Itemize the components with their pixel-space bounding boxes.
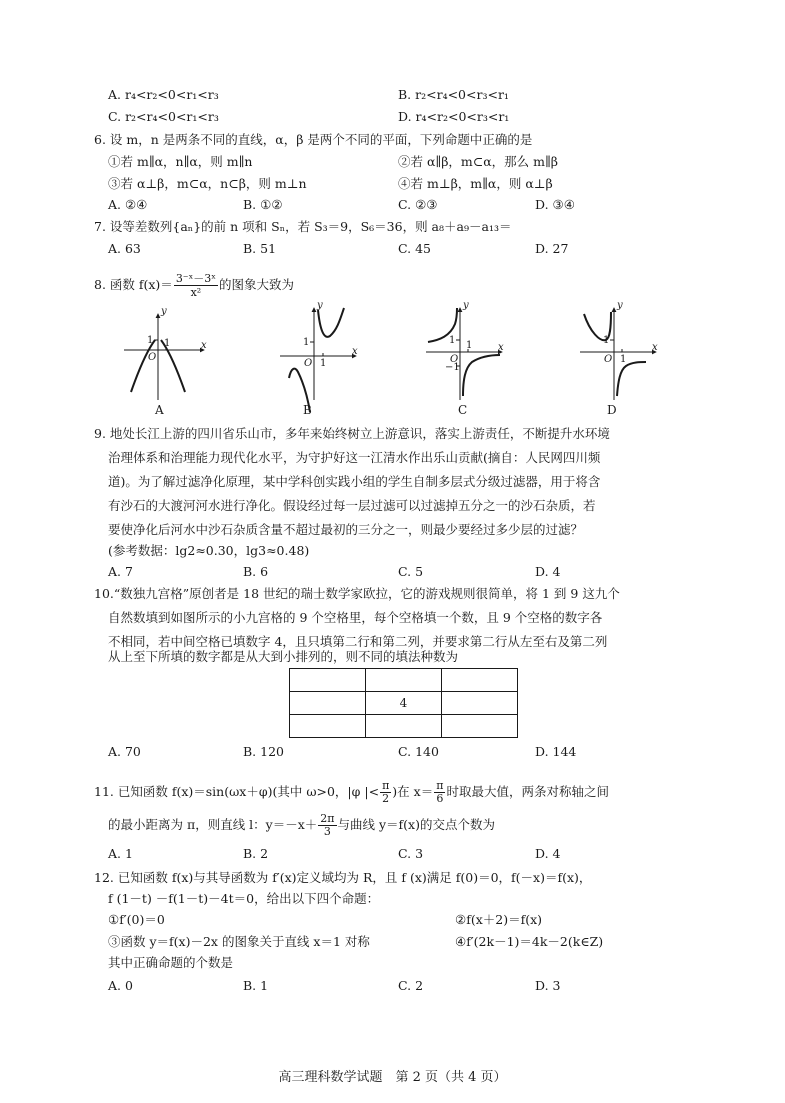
q11-2pi: 2π bbox=[320, 812, 335, 825]
q12-prop-4: ④f′(2k－1)＝4k－2(k∈Z) bbox=[455, 934, 604, 949]
q8-a-1x: 1 bbox=[164, 338, 171, 349]
q8-b-o: O bbox=[304, 358, 313, 369]
q11-text-a: 11. 已知函数 f(x)＝sin(ωx＋φ)(其中 ω>0，|φ |< bbox=[94, 784, 380, 799]
q11-text-b: )在 x＝ bbox=[392, 784, 434, 799]
q11-six: 6 bbox=[436, 792, 444, 805]
q8-d-x: x bbox=[652, 342, 658, 353]
grid-cell bbox=[290, 692, 366, 715]
q10-option-a: A. 70 bbox=[108, 744, 141, 759]
q9-option-b: B. 6 bbox=[243, 564, 269, 579]
q8-label-a: A bbox=[155, 403, 164, 417]
q6-option-b: B. ①② bbox=[243, 197, 283, 212]
q12-line-1: 12. 已知函数 f(x)与其导函数为 f′(x)定义域均为 R，且 f (x)满足 f(0)＝0，f(－x)＝f(x)， bbox=[94, 870, 592, 885]
q11-option-b: B. 2 bbox=[243, 846, 269, 861]
q11-option-c: C. 3 bbox=[398, 846, 424, 861]
q10-option-c: C. 140 bbox=[398, 744, 439, 759]
grid-cell bbox=[442, 715, 518, 738]
q11-text-e: 与曲线 y＝f(x)的交点个数为 bbox=[337, 817, 495, 832]
q10-option-d: D. 144 bbox=[535, 744, 577, 759]
q6-stem: 6. 设 m，n 是两条不同的直线，α，β 是两个不同的平面，下列命题中正确的是 bbox=[94, 132, 533, 147]
q8-b-1y: 1 bbox=[303, 337, 310, 348]
q9-option-a: A. 7 bbox=[108, 564, 133, 579]
q11-pi-2: π bbox=[436, 779, 444, 792]
q8-b-x: x bbox=[352, 346, 358, 357]
q8-graph-a bbox=[124, 314, 204, 400]
q10-line-4: 从上至下所填的数字都是从大到小排列的，则不同的填法种数为 bbox=[108, 649, 459, 664]
q6-option-d: D. ③④ bbox=[535, 197, 575, 212]
q8-d-o: O bbox=[604, 354, 613, 365]
q8-d-1y: 1 bbox=[603, 335, 610, 346]
q9-line-4: 有沙石的大渡河河水进行净化。假设经过每一层过滤可以过滤掉五分之一的沙石杂质，若 bbox=[108, 498, 596, 513]
q11-line-2 bbox=[108, 813, 495, 838]
q8-numerator: 3⁻ˣ－3ˣ bbox=[175, 272, 216, 285]
q7-option-d: D. 27 bbox=[535, 241, 569, 256]
q11-option-a: A. 1 bbox=[108, 846, 133, 861]
q6-prop-1: ①若 m∥α，n∥α，则 m∥n bbox=[108, 154, 253, 169]
q8-graph-b bbox=[280, 308, 356, 412]
q8-label-b: B bbox=[303, 403, 312, 417]
q11-frac-2pi-3 bbox=[318, 813, 336, 838]
q5-option-c: C. r₂<r₄<0<r₁<r₃ bbox=[108, 109, 219, 124]
grid-cell bbox=[442, 669, 518, 692]
q12-option-b: B. 1 bbox=[243, 978, 269, 993]
q8-d-y: y bbox=[617, 300, 623, 311]
q12-ask: 其中正确命题的个数是 bbox=[108, 955, 234, 970]
q8-graph-d bbox=[580, 308, 656, 400]
q11-frac-pi-2 bbox=[380, 780, 391, 805]
grid-cell-center: 4 bbox=[366, 692, 442, 715]
page-footer: 高三理科数学试题 第 2 页（共 4 页） bbox=[278, 1070, 507, 1085]
q11-line-1 bbox=[94, 780, 609, 805]
q11-frac-pi-6 bbox=[434, 780, 445, 805]
q8-c-o: O bbox=[450, 354, 459, 365]
q9-line-1: 9. 地处长江上游的四川省乐山市，多年来始终树立上游意识，落实上游责任，不断提升水环境 bbox=[94, 426, 610, 441]
q8-suffix: 的图象大致为 bbox=[218, 277, 294, 292]
q12-prop-2: ②f(x＋2)＝f(x) bbox=[455, 912, 543, 927]
q12-line-2: f (1－t) －f(1－t)－4t＝0，给出以下四个命题： bbox=[108, 891, 380, 906]
q8-c-neg1: −1 bbox=[445, 362, 460, 373]
q12-option-c: C. 2 bbox=[398, 978, 424, 993]
q5-option-d: D. r₄<r₂<0<r₃<r₁ bbox=[398, 109, 510, 124]
grid-cell bbox=[366, 669, 442, 692]
q5-option-b: B. r₂<r₄<0<r₃<r₁ bbox=[398, 87, 509, 102]
q7-option-a: A. 63 bbox=[108, 241, 141, 256]
grid-cell bbox=[290, 715, 366, 738]
q8-a-y: y bbox=[161, 306, 167, 317]
q8-c-1x: 1 bbox=[466, 340, 473, 351]
q8-c-x: x bbox=[498, 342, 504, 353]
q6-option-a: A. ②④ bbox=[108, 197, 148, 212]
q8-graphs bbox=[0, 300, 785, 440]
q5-option-a: A. r₄<r₂<0<r₁<r₃ bbox=[108, 87, 219, 102]
q9-option-c: C. 5 bbox=[398, 564, 424, 579]
q8-stem bbox=[94, 272, 294, 299]
grid-row-2 bbox=[290, 692, 518, 715]
q11-two: 2 bbox=[382, 792, 390, 805]
q9-line-6: (参考数据：lg2≈0.30，lg3≈0.48) bbox=[108, 543, 310, 558]
q12-prop-1: ①f′(0)＝0 bbox=[108, 912, 165, 927]
q8-b-y: y bbox=[317, 300, 323, 311]
q6-option-c: C. ②③ bbox=[398, 197, 438, 212]
q9-line-3: 道)。为了解过滤净化原理，某中学科创实践小组的学生自制多层式分级过滤器，用于将含 bbox=[108, 474, 601, 489]
q12-prop-3: ③函数 y＝f(x)－2x 的图象关于直线 x＝1 对称 bbox=[108, 934, 370, 949]
q10-line-3: 不相同，若中间空格已填数字 4，且只填第二行和第二列，并要求第二行从左至右及第二列 bbox=[108, 634, 608, 649]
q12-option-a: A. 0 bbox=[108, 978, 133, 993]
grid-cell bbox=[442, 692, 518, 715]
q11-three: 3 bbox=[323, 825, 331, 838]
grid-row-1 bbox=[290, 669, 518, 692]
q7-stem: 7. 设等差数列{aₙ}的前 n 项和 Sₙ，若 S₃＝9，S₆＝36，则 a₈＋a₉－a₁₃＝ bbox=[94, 219, 512, 234]
q11-text-d: 的最小距离为 π，则直线 l：y＝－x＋ bbox=[108, 817, 318, 832]
q6-prop-3: ③若 α⊥β，m⊂α，n⊂β，则 m⊥n bbox=[108, 176, 307, 191]
q11-option-d: D. 4 bbox=[535, 846, 561, 861]
q8-c-y: y bbox=[463, 300, 469, 311]
q11-pi: π bbox=[382, 779, 390, 792]
q8-graph-c bbox=[426, 308, 502, 400]
q8-label-d: D bbox=[607, 403, 617, 417]
q8-c-1y: 1 bbox=[449, 335, 456, 346]
grid-cell bbox=[366, 715, 442, 738]
q9-line-2: 治理体系和治理能力现代化水平，为守护好这一江清水作出乐山贡献(摘自：人民网四川频 bbox=[108, 450, 601, 465]
q9-option-d: D. 4 bbox=[535, 564, 561, 579]
q10-line-1: 10.“数独九宫格”原创者是 18 世纪的瑞士数学家欧拉，它的游戏规则很简单，将 1 到 9 这九个 bbox=[94, 586, 620, 601]
q8-a-x: x bbox=[201, 340, 207, 351]
q8-a-1y: 1 bbox=[147, 335, 154, 346]
q11-text-c: 时取最大值，两条对称轴之间 bbox=[446, 784, 609, 799]
q8-fraction bbox=[174, 272, 218, 299]
q8-prefix: 8. 函数 f(x)＝ bbox=[94, 277, 173, 292]
q8-label-c: C bbox=[458, 403, 468, 417]
q8-d-1x: 1 bbox=[620, 354, 627, 365]
q7-option-b: B. 51 bbox=[243, 241, 277, 256]
q8-b-1x: 1 bbox=[320, 358, 327, 369]
q10-line-2: 自然数填到如图所示的小九宫格的 9 个空格里，每个空格填一个数，且 9 个空格的数字各 bbox=[108, 610, 603, 625]
q10-option-b: B. 120 bbox=[243, 744, 284, 759]
q8-denominator: x² bbox=[190, 286, 202, 299]
q9-line-5: 要使净化后河水中沙石杂质含量不超过最初的三分之一，则最少要经过多少层的过滤？ bbox=[108, 522, 584, 537]
q6-prop-4: ④若 m⊥β，m∥α，则 α⊥β bbox=[398, 176, 553, 191]
grid-row-3 bbox=[290, 715, 518, 738]
q7-option-c: C. 45 bbox=[398, 241, 431, 256]
q8-a-o: O bbox=[148, 352, 157, 363]
sudoku-grid bbox=[289, 668, 518, 738]
q12-option-d: D. 3 bbox=[535, 978, 561, 993]
grid-cell bbox=[290, 669, 366, 692]
q6-prop-2: ②若 α∥β，m⊂α，那么 m∥β bbox=[398, 154, 559, 169]
